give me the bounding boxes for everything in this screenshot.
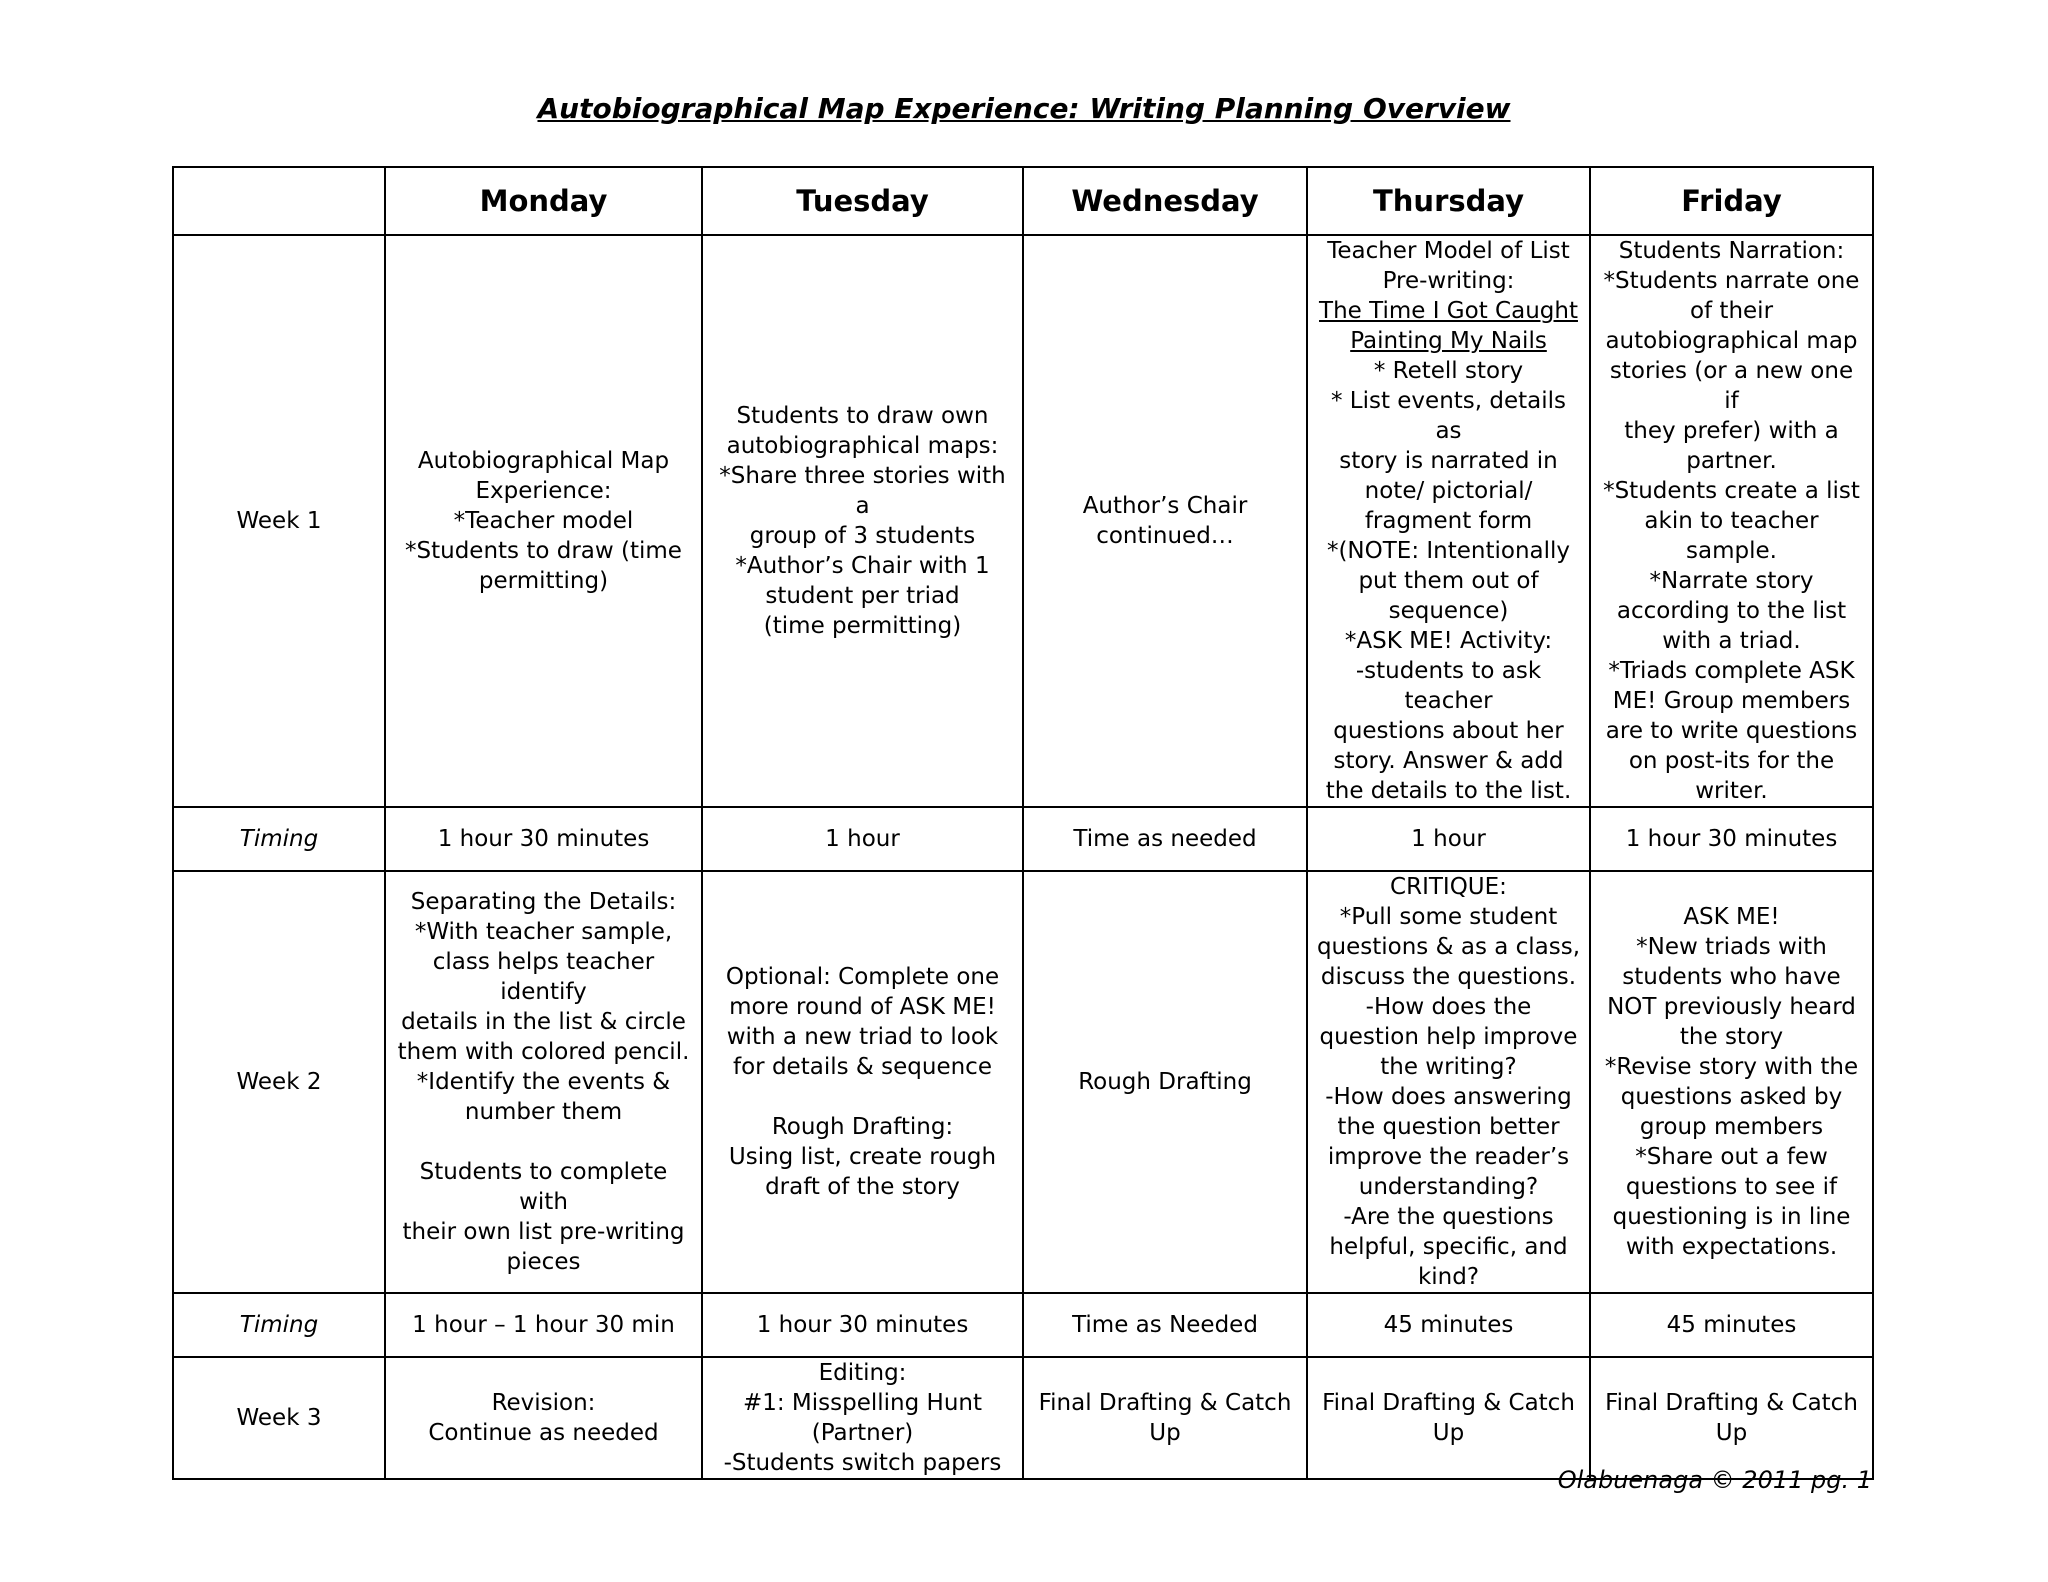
week2-friday-cell: ASK ME! *New triads with students who have NOT previously heard the story *Revise story with the questions asked by group members *Share out a few questions to see if questioning is in line with expectations.: [1590, 871, 1873, 1293]
timing2-friday-cell: 45 minutes: [1590, 1293, 1873, 1357]
week3-row: [173, 1357, 1873, 1479]
page-footer: Olabuenaga © 2011 pg. 1: [1557, 1466, 1872, 1494]
week2-tuesday-cell: Optional: Complete one more round of ASK ME! with a new triad to look for details & sequence Rough Drafting: Using list, create rough draft of the story: [702, 871, 1023, 1293]
timing2-row: [173, 1293, 1873, 1357]
week1-row: [173, 235, 1873, 807]
header-thursday: Thursday: [1307, 167, 1590, 235]
week3-monday-cell: Revision: Continue as needed: [385, 1357, 702, 1479]
timing1-monday-cell: 1 hour 30 minutes: [385, 807, 702, 871]
week3-label: Week 3: [173, 1357, 385, 1479]
week1-thursday-cell: [1307, 235, 1590, 807]
header-tuesday: Tuesday: [702, 167, 1023, 235]
week2-monday-cell: Separating the Details: *With teacher sample, class helps teacher identify details in the list & circle them with colored pencil. *Identify the events & number them Students to complete with their own list pre-writing pieces: [385, 871, 702, 1293]
timing1-thursday-cell: 1 hour: [1307, 807, 1590, 871]
week1-monday-cell: Autobiographical Map Experience: *Teacher model *Students to draw (time permitting): [385, 235, 702, 807]
week2-row: [173, 871, 1873, 1293]
week3-thursday-cell: Final Drafting & Catch Up: [1307, 1357, 1590, 1479]
week1-tuesday-cell: Students to draw own autobiographical maps: *Share three stories with a group of 3 students *Author’s Chair with 1 student per triad (time permitting): [702, 235, 1023, 807]
week3-wednesday-cell: Final Drafting & Catch Up: [1023, 1357, 1307, 1479]
header-friday: Friday: [1590, 167, 1873, 235]
timing1-wednesday-cell: Time as needed: [1023, 807, 1307, 871]
planning-table: [172, 166, 1874, 1480]
story-title-line2: Painting My Nails: [1350, 328, 1547, 354]
week1-friday-cell: Students Narration: *Students narrate one of their autobiographical map stories (or a new one if they prefer) with a partner. *Students create a list akin to teacher sample. *Narrate story according to the list with a triad. *Triads complete ASK ME! Group members are to write questions on post-its for the writer.: [1590, 235, 1873, 807]
week1-thursday-details: * Retell story * List events, details as story is narrated in note/ pictorial/ fragment form *(NOTE: Intentionally put them out of sequence) *ASK ME! Activity: -students to ask teacher questions about her story. Answer & add the details to the list.: [1325, 358, 1572, 804]
week3-friday-cell: Final Drafting & Catch Up: [1590, 1357, 1873, 1479]
timing1-label: Timing: [173, 807, 385, 871]
header-row: [173, 167, 1873, 235]
week1-label: Week 1: [173, 235, 385, 807]
timing1-tuesday-cell: 1 hour: [702, 807, 1023, 871]
week2-wednesday-cell: Rough Drafting: [1023, 871, 1307, 1293]
week2-thursday-cell: CRITIQUE: *Pull some student questions & as a class, discuss the questions. -How does the question help improve the writing? -How does answering the question better improve the reader’s understanding? -Are the questions helpful, specific, and kind?: [1307, 871, 1590, 1293]
timing2-monday-cell: 1 hour – 1 hour 30 min: [385, 1293, 702, 1357]
week1-wednesday-cell: Author’s Chair continued…: [1023, 235, 1307, 807]
story-title-line1: The Time I Got Caught: [1319, 298, 1578, 324]
week3-tuesday-cell: Editing: #1: Misspelling Hunt (Partner) -Students switch papers: [702, 1357, 1023, 1479]
timing1-row: [173, 807, 1873, 871]
page-title: Autobiographical Map Experience: Writing Planning Overview: [537, 92, 1511, 125]
header-corner-cell: [173, 167, 385, 235]
timing2-wednesday-cell: Time as Needed: [1023, 1293, 1307, 1357]
header-wednesday: Wednesday: [1023, 167, 1307, 235]
week1-thursday-intro: Teacher Model of List Pre-writing:: [1327, 238, 1570, 294]
timing2-label: Timing: [173, 1293, 385, 1357]
week2-label: Week 2: [173, 871, 385, 1293]
timing2-thursday-cell: 45 minutes: [1307, 1293, 1590, 1357]
header-monday: Monday: [385, 167, 702, 235]
timing2-tuesday-cell: 1 hour 30 minutes: [702, 1293, 1023, 1357]
timing1-friday-cell: 1 hour 30 minutes: [1590, 807, 1873, 871]
